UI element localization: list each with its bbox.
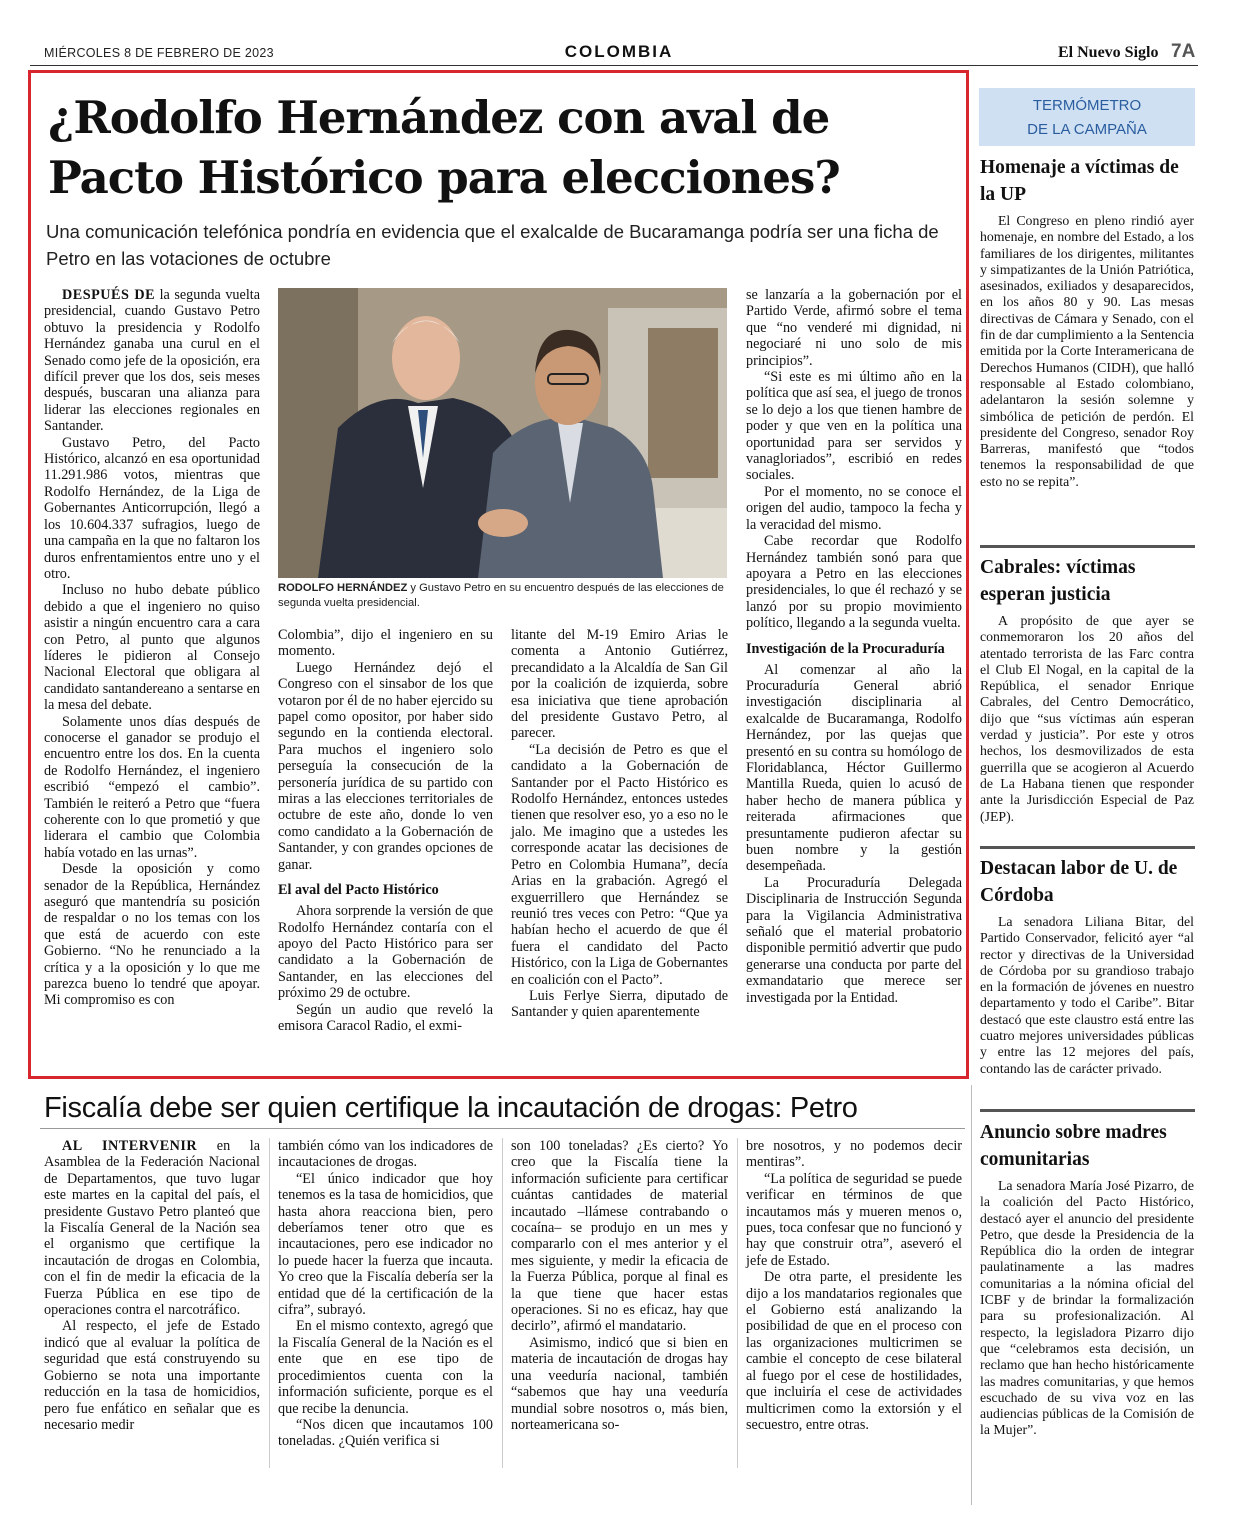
sidebar-item-title: Homenaje a víctimas de la UP: [980, 157, 1179, 205]
photo-caption: [278, 581, 730, 611]
sidebar-item-title: Anuncio sobre madres comunitarias: [980, 1122, 1167, 1170]
paragraph: se lanzaría a la gobernación por el Partido Verde, afirmó sobre el tema que “no venderé mi dignidad, ni negociaré ni uno solo de mis principios”.: [746, 287, 962, 369]
second-col-1: [44, 1138, 260, 1433]
section-title: COLOMBIA: [564, 42, 674, 61]
paragraph: Solamente unos días después de conocerse el ganador se produjo el encuentro entre los dos. En la cuenta de Rodolfo Hernández, el ingeniero escribió “empezó el cambio”. También le reiteró a Petro que “fuera coherente con lo que prometió y que liderara el cambio que Colombia había votado en las urnas”.: [44, 713, 260, 861]
caption-text: y Gustavo Petro en su encuentro después de las elecciones de segunda vuelta presidencial.: [278, 582, 724, 609]
page-date: MIÉRCOLES 8 DE FEBRERO DE 2023: [44, 46, 274, 60]
main-col-4: [746, 287, 962, 1006]
paragraph: “El único indicador que hoy tenemos es la tasa de homicidios, que hasta ahora reacciona bien, pero deberíamos tener otro que es incautaciones, pero ese indicador no lo puede hacer la fuerza que incauta. Yo creo que la Fiscalía debería ser la entidad que dé la certificación de la cifra”, subrayó.: [278, 1170, 493, 1319]
paragraph: Desde la oposición y como senador de la República, Hernández aseguró que mantendría su posición de respaldar o no los temas con los que está de acuerdo con este Gobierno. “No he renunciado a la crítica y a la oposición y lo que me parezca bueno lo tendré que apoyar. Mi compromiso es con: [44, 861, 260, 1009]
paragraph: Colombia”, dijo el ingeniero en su momento.: [278, 627, 493, 660]
paragraph: “La decisión de Petro es que el candidato a la Gobernación de Santander por el Pacto Histórico es Rodolfo Hernández, entonces ustedes tienen que resolver eso, yo a eso no le jalo. Me imagino que a ustedes les corresponde acatar las decisiones de Petro en Colombia Humana”, decía Arias en la grabación. Agregó el exguerrillero que Hernández se reunió tres veces con Petro: “Que ya habían hecho el acuerdo de que él fuera el candidato del Pacto Histórico, con la Liga de Gobernantes en coalición con el Pacto”.: [511, 741, 728, 988]
paragraph: Ahora sorprende la versión de que Rodolfo Hernández contaría con el apoyo del Pacto Histórico para ser candidato a la Gobernación de Santander, en las elecciones del próximo 29 de octubre.: [278, 903, 493, 1002]
second-col-4: [746, 1138, 962, 1433]
caption-name: RODOLFO HERNÁNDEZ: [278, 582, 408, 594]
sidebar-header-line1: TERMÓMETRO: [1032, 97, 1142, 114]
newspaper-name: El Nuevo Siglo: [1058, 44, 1159, 61]
paragraph: la segunda vuelta presidencial, cuando Gustavo Petro obtuvo la presidencia y Rodolfo Hernández ganaba una curul en el Senado como jefe de la oposición, era difícil prever que los dos, seis meses después, buscaran una alianza para liderar las elecciones regionales en Santander.: [44, 287, 260, 435]
paragraph: La Procuraduría Delegada Disciplinaria de Instrucción Segunda para la Vigilancia Administrativa señaló que el material probatorio disponible permitió advertir que pudo generarse una conducta por parte del exmandatario que merece ser investigada por la Entidad.: [746, 874, 962, 1006]
subhead: El aval del Pacto Histórico: [278, 882, 439, 899]
news-photo: [278, 288, 727, 578]
paragraph: A propósito de que ayer se conmemoraron los 20 años del atentado terrorista de las Farc contra el Club El Nogal, en la capital de la República, el senador Enrique Cabrales, del Centro Democrático, dijo que “sus víctimas aún esperan verdad y justicia”. Por este y otros hechos, los desmovilizados de esta guerrilla que se acogieron al Acuerdo de La Habana tienen que responder ante la Jurisdicción Especial de Paz (JEP).: [980, 613, 1194, 824]
paragraph: son 100 toneladas? ¿Es cierto? Yo creo que la Fiscalía tiene la información suficiente para certificar cuántas cantidades de material incautado –llámese contrabando o cocaína– se produjo en un mes y compararlo con el mes anterior y el mes siguiente, y medir la eficacia de la Fuerza Pública, porque al final es la que tiene que hacer estas operaciones. Si no es eficaz, hay que decirlo”, afirmó el mandatario.: [511, 1138, 728, 1335]
paragraph: De otra parte, el presidente les dijo a los mandatarios regionales que el Gobierno está analizando la posibilidad de que en el proceso con las organizaciones multicrimen se cambie el concepto de cese bilateral al fuego por el cese de hostilidades, que incluiría el cese de actividades multicrimen como la extorsión y el secuestro, entre otras.: [746, 1269, 962, 1433]
paragraph: Por el momento, no se conoce el origen del audio, tampoco la fecha y la veracidad del mismo.: [746, 483, 962, 533]
sidebar-item-text: [980, 213, 1194, 490]
sidebar-rule: [980, 545, 1195, 548]
sidebar-item-text: [980, 613, 1194, 825]
masthead-rule: [30, 65, 1198, 66]
paragraph: Según un audio que reveló la emisora Caracol Radio, el exmi-: [278, 1001, 493, 1034]
lead-words: DESPUÉS DE: [62, 287, 156, 303]
main-col-3: [511, 627, 728, 1021]
paragraph: también cómo van los indicadores de incautaciones de drogas.: [278, 1138, 493, 1171]
paragraph: Cabe recordar que Rodolfo Hernández también sonó para que apoyara a Petro en las elecciones presidenciales, lo que él rechazó y se lanzó por su propio movimiento político, llegando a la segunda vuelta.: [746, 533, 962, 632]
main-col-2: [278, 627, 493, 1034]
paragraph: “Nos dicen que incautamos 100 toneladas. ¿Quién verifica si: [278, 1416, 493, 1450]
sidebar-item-title: Destacan labor de U. de Córdoba: [980, 858, 1178, 906]
photo-illustration: [278, 288, 727, 578]
sidebar-item-text: [980, 1178, 1194, 1439]
second-col-3: [511, 1138, 728, 1433]
column-divider: [269, 1138, 270, 1468]
page-number: 7A: [1171, 41, 1196, 62]
main-deck: Una comunicación telefónica pondría en evidencia que el exalcalde de Bucaramanga podría ser una ficha de Petro en las votaciones de octubre: [46, 221, 939, 269]
main-headline: [48, 88, 948, 208]
lead-words: AL INTERVENIR: [62, 1138, 198, 1154]
paragraph: Al comenzar al año la Procuraduría General abrió investigación disciplinaria al exalcalde de Bucaramanga, Rodolfo Hernández, por las quejas que presentó en su contra su homólogo de Floridablanca, Héctor Guillermo Mantilla Rueda, quien lo acusó de haber hecho de manera pública y reiterada afirmaciones que presuntamente pudieron afectar su buen nombre y la gestión desempeñada.: [746, 661, 962, 875]
sidebar-rule: [980, 1109, 1195, 1112]
sidebar-rule: [980, 846, 1195, 849]
paragraph: Incluso no hubo debate público debido a que el ingeniero no quiso asistir a ningún encuentro cara a cara con Petro, al punto que algunos líderes le pidieron al Consejo Nacional Electoral que obligara al candidato santandereano a sentarse en la mesa del debate.: [44, 582, 260, 714]
sidebar-header-line2: DE LA CAMPAÑA: [1027, 121, 1147, 138]
main-headline-line2: Pacto Histórico para elecciones?: [48, 151, 840, 204]
sidebar-header-box: [979, 88, 1195, 146]
paragraph: La senadora María José Pizarro, de la coalición del Pacto Histórico, destacó ayer el anuncio del presidente Petro, que desde la Presidencia de la República dio la orden de integrar paulatinamente a las madres comunitarias a la nómina oficial del ICBF y de brindar la formalización para su profesionalización. Al respecto, la legisladora Pizarro dijo que “celebramos esta decisión, un reclamo que han hecho históricamente las madres comunitarias, y que hemos escuchado de su viva voz en las audiencias públicas de la Comisión de la Mujer”.: [980, 1178, 1194, 1438]
paragraph: Gustavo Petro, del Pacto Histórico, alcanzó en esa oportunidad 11.291.986 votos, mientras que Rodolfo Hernández, de la Liga de Gobernantes Anticorrupción, llegó a los 10.604.337 sufragios, luego de una campaña en la que no faltaron los duros enfrentamientos entre uno y el otro.: [44, 434, 260, 582]
subhead: Investigación de la Procuraduría: [746, 640, 945, 657]
paragraph: El Congreso en pleno rindió ayer homenaje, en nombre del Estado, a los familiares de los dirigentes, militantes y simpatizantes de la Unión Patriótica, asesinados, exiliados y desaparecidos, en los años 80 y 90. Las mesas directivas de Cámara y Senado, con el fin de dar cumplimiento a la Sentencia emitida por la Corte Interamericana de Derechos Humanos (CIDH), que halló responsable al Estado colombiano, adelantaron la sesión solemne y simbólica de petición de perdón. El presidente del Congreso, senador Roy Barreras, manifestó que “todos tenemos la responsabilidad de que esto no se repita”.: [980, 213, 1194, 489]
paragraph: en la Asamblea de la Federación Nacional de Departamentos, que tuvo lugar este martes en la capital del país, el presidente Gustavo Petro planteó que la Fiscalía General de la Nación sea el organismo que certifique la incautación de drogas en Colombia, con el fin de medir la eficacia de la Fuerza Pública en ese tipo de operaciones contra el narcotráfico.: [44, 1138, 260, 1319]
main-headline-line1: ¿Rodolfo Hernández con aval de: [48, 91, 830, 144]
sidebar-item-text: [980, 914, 1194, 1077]
sidebar-divider: [971, 1085, 972, 1505]
second-col-2: [278, 1138, 493, 1450]
paragraph: litante del M-19 Emiro Arias le comenta a Antonio Gutiérrez, precandidato a la Alcaldía de San Gil por la coalición de izquierda, sobre esa iniciativa que tiene aprobación del presidente Gustavo Petro, al parecer.: [511, 627, 728, 742]
paragraph: “La política de seguridad se puede verificar en términos de que incautamos más y mueren menos o, pues, toca confesar que no funcionó y hay que construir otra”, aseveró el jefe de Estado.: [746, 1170, 962, 1269]
sidebar-item-title: Cabrales: víctimas esperan justicia: [980, 557, 1136, 605]
paragraph: “Si este es mi último año en la política que así sea, el juego de tronos se lo dejo a los que tienen hambre de poder y que ven en la política una oportunidad para ser servidos y vanagloriados”, escribió en redes sociales.: [746, 369, 962, 484]
column-divider: [737, 1138, 738, 1468]
paragraph: Luis Ferlye Sierra, diputado de Santander y quien aparentemente: [511, 987, 728, 1021]
paragraph: Luego Hernández dejó el Congreso con el sinsabor de los que votaron por él de no haber ejercido su papel como opositor, por haber sido segundo en la contienda electoral. Para muchos el ingeniero solo perseguía la consecución de la personería jurídica de su partido con miras a las elecciones territoriales de octubre de este año, donde lo ven como candidato a la Gobernación de Santander, y con grandes opciones de ganar.: [278, 659, 493, 873]
paragraph: La senadora Liliana Bitar, del Partido Conservador, felicitó ayer “al rector y directivas de la Universidad de Córdoba por su grandioso trabajo en la formación de jóvenes en nuestro departamento y todo el Caribe”. Bitar destacó que este claustro está entre las cuatro mejores universidades públicas y entre las 12 mejores del país, contando las de carácter privado.: [980, 914, 1194, 1076]
paragraph: Al respecto, el jefe de Estado indicó que al evaluar la política de seguridad que está construyendo su Gobierno se nota una importante reducción en la tasa de homicidios, pero fue enfático en señalar que es necesario medir: [44, 1318, 260, 1433]
column-divider: [502, 1138, 503, 1468]
paragraph: En el mismo contexto, agregó que la Fiscalía General de la Nación es el ente que en ese tipo de procedimientos cuenta con la información suficiente, porque es el que recibe la denuncia.: [278, 1318, 493, 1417]
paragraph: Asimismo, indicó que si bien en materia de incautación de drogas hay una veeduría nacional, también “sabemos que hay una veeduría mundial sobre nosotros o, más bien, norteamericana so-: [511, 1334, 728, 1433]
second-headline: Fiscalía debe ser quien certifique la incautación de drogas: Petro: [44, 1092, 858, 1124]
main-col-1: [44, 287, 260, 1009]
second-headline-rule: [40, 1128, 965, 1129]
paragraph: bre nosotros, y no podemos decir mentiras”.: [746, 1138, 962, 1171]
